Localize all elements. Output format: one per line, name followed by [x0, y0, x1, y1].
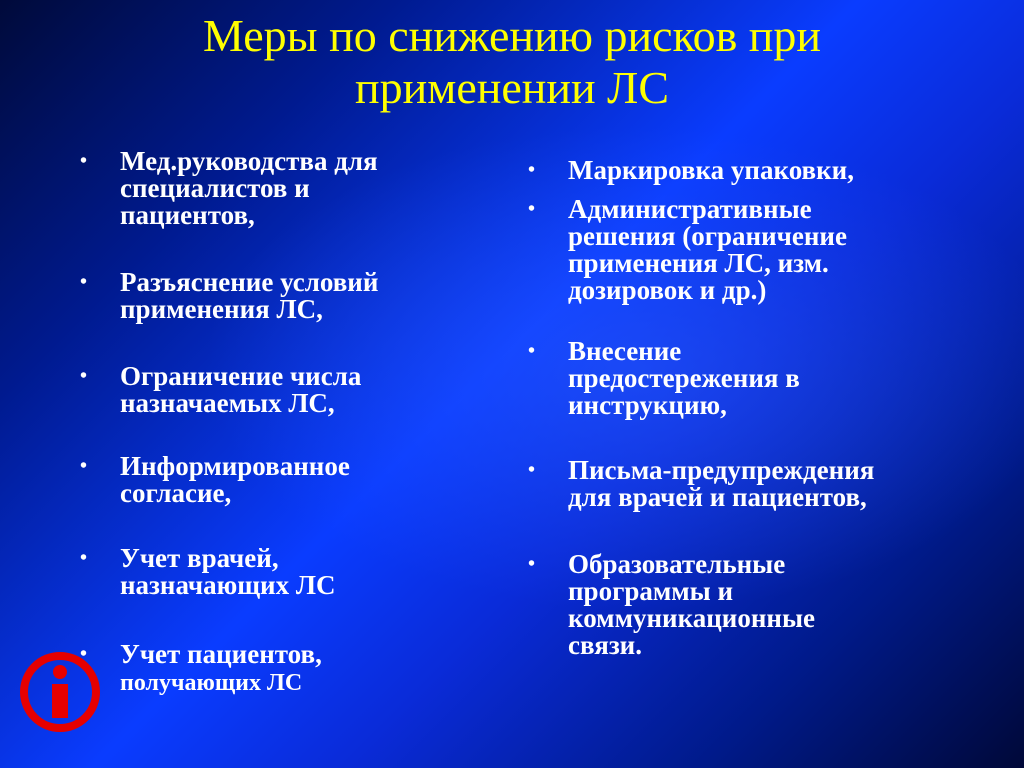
- list-item: [528, 338, 998, 419]
- item-line: Мед.руководства для: [120, 146, 378, 176]
- item-line: получающих ЛС: [120, 670, 303, 696]
- title-line-1: Меры по снижению рисков при: [202, 10, 822, 61]
- bullet-icon: •: [528, 198, 536, 220]
- bullet-icon: •: [80, 365, 88, 387]
- list-item: [80, 453, 470, 507]
- item-line: применения ЛС,: [120, 294, 323, 324]
- item-line: Учет врачей,: [120, 543, 279, 573]
- left-bullet-list: [80, 148, 470, 697]
- item-line: Внесение: [568, 336, 682, 366]
- list-item: [80, 641, 470, 697]
- item-line: Административные: [568, 194, 812, 224]
- item-line: Информированное: [120, 451, 350, 481]
- item-line: связи.: [568, 630, 642, 660]
- list-item: [528, 551, 998, 659]
- bullet-icon: •: [528, 340, 536, 362]
- info-icon: [18, 650, 102, 734]
- list-item: [528, 457, 998, 511]
- list-item: [528, 196, 998, 304]
- item-line: специалистов и: [120, 173, 310, 203]
- bullet-icon: •: [528, 159, 536, 181]
- bullet-icon: •: [80, 547, 88, 569]
- item-line: Маркировка упаковки,: [568, 155, 854, 185]
- title-line-2: применении ЛС: [354, 62, 670, 113]
- list-item: [80, 363, 470, 417]
- list-item: [80, 545, 470, 599]
- bullet-icon: •: [528, 553, 536, 575]
- list-item: [80, 269, 470, 323]
- info-icon-stem: [52, 684, 68, 718]
- item-line: дозировок и др.): [568, 275, 767, 305]
- list-item: [80, 148, 470, 229]
- item-line: предостережения в: [568, 363, 800, 393]
- item-line: программы и: [568, 576, 734, 606]
- item-line: коммуникационные: [568, 603, 816, 633]
- item-line: для врачей и пациентов,: [568, 482, 867, 512]
- info-icon-dot: [53, 665, 67, 679]
- bullet-icon: •: [528, 459, 536, 481]
- item-line: инструкцию,: [568, 390, 727, 420]
- right-bullet-list: [528, 157, 998, 659]
- item-line: Образовательные: [568, 549, 786, 579]
- item-line: Письма-предупреждения: [568, 455, 875, 485]
- item-line: применения ЛС, изм.: [568, 248, 829, 278]
- bullet-icon: •: [80, 643, 88, 665]
- item-line: Учет пациентов,: [120, 639, 322, 669]
- item-line: Ограничение числа: [120, 361, 362, 391]
- bullet-icon: •: [80, 150, 88, 172]
- bullet-icon: •: [80, 271, 88, 293]
- slide-title: [0, 10, 1024, 114]
- list-item: [528, 157, 998, 184]
- bullet-icon: •: [80, 455, 88, 477]
- item-line: решения (ограничение: [568, 221, 847, 251]
- item-line: Разъяснение условий: [120, 267, 379, 297]
- item-line: назначаемых ЛС,: [120, 388, 335, 418]
- item-line: пациентов,: [120, 200, 255, 230]
- item-line: назначающих ЛС: [120, 570, 336, 600]
- item-line: согласие,: [120, 478, 232, 508]
